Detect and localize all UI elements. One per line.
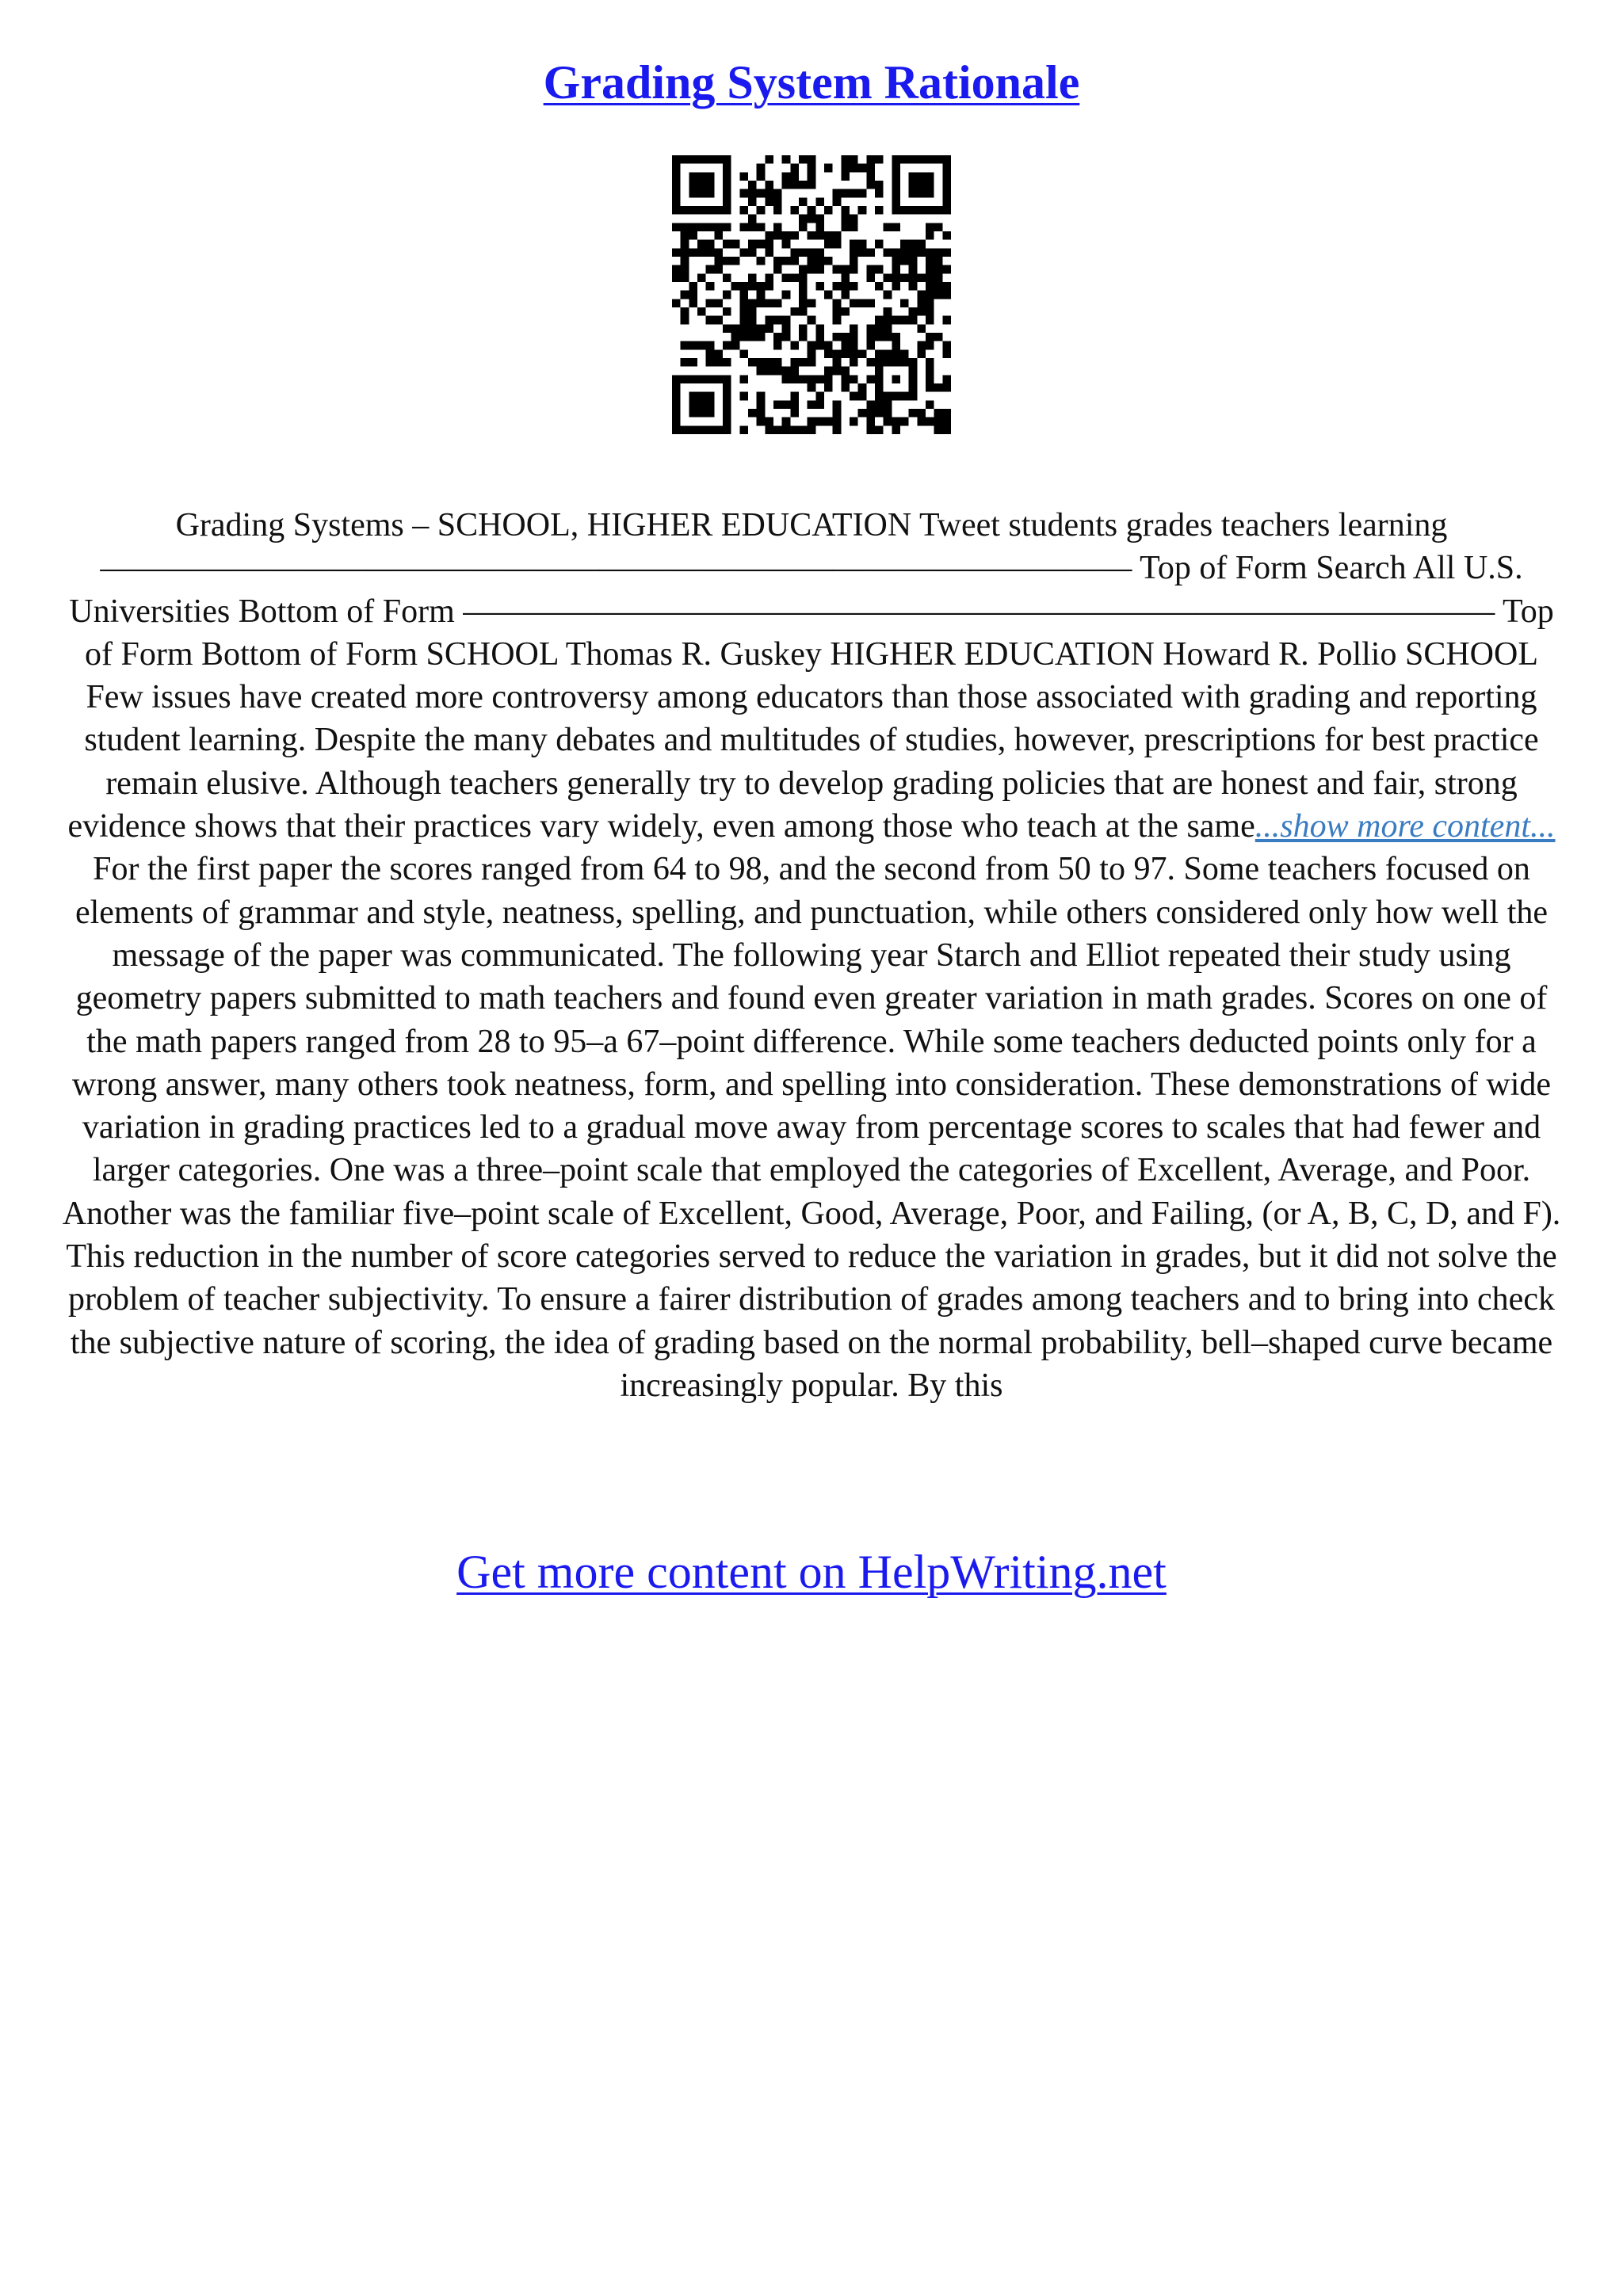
show-more-link[interactable]: ...show more content... [1254, 808, 1556, 845]
title-container [0, 55, 1623, 110]
article-body [55, 504, 1568, 1407]
intro-paragraph-text: Grading Systems – SCHOOL, HIGHER EDUCATION Tweet students grades teachers learning ——————————————————————————————— Top of Form Search All U.S. Universities Bottom of Form ——————————————————————————————— Top of Form Bottom of Form SCHOOL Thomas R. Guskey HIGHER EDUCATION Howard R. Pollio SCHOOL Few issues have created more controversy among educators than those associated with grading and reporting student learning. Despite the many debates and multitudes of studies, however, prescriptions for best practice remain elusive. Although teachers generally try to develop grading policies that are honest and fair, strong evidence shows that their practices vary widely, even among those who teach at the same [67, 507, 1554, 845]
footer-container [0, 1545, 1623, 1600]
helpwriting-link[interactable]: Get more content on HelpWriting.net [456, 1546, 1167, 1598]
excerpt-paragraph: For the first paper the scores ranged from 64 to 98, and the second from 50 to 97. Some teachers focused on elements of grammar and style, neatness, spelling, and punctuation, while others considered only how well the message of the paper was communicated. The following year Starch and Elliot repeated their study using geometry papers submitted to math teachers and found even greater variation in math grades. Scores on one of the math papers ranged from 28 to 95–a 67–point difference. While some teachers deducted points only for a wrong answer, many others took neatness, form, and spelling into consideration. These demonstrations of wide variation in grading practices led to a gradual move away from percentage scores to scales that had fewer and larger categories. One was a three–point scale that employed the categories of Excellent, Average, and Poor. Another was the familiar five–point scale of Excellent, Good, Average, Poor, and Failing, (or A, B, C, D, and F). This reduction in the number of score categories served to reduce the variation in grades, but it did not solve the problem of teacher subjectivity. To ensure a fairer distribution of grades among teachers and to bring into check the subjective nature of scoring, the idea of grading based on the normal probability, bell–shaped curve became increasingly popular. By this [62, 851, 1561, 1404]
qr-code-icon [672, 155, 951, 434]
intro-paragraph [55, 504, 1568, 848]
page-title-link[interactable]: Grading System Rationale [543, 56, 1080, 109]
